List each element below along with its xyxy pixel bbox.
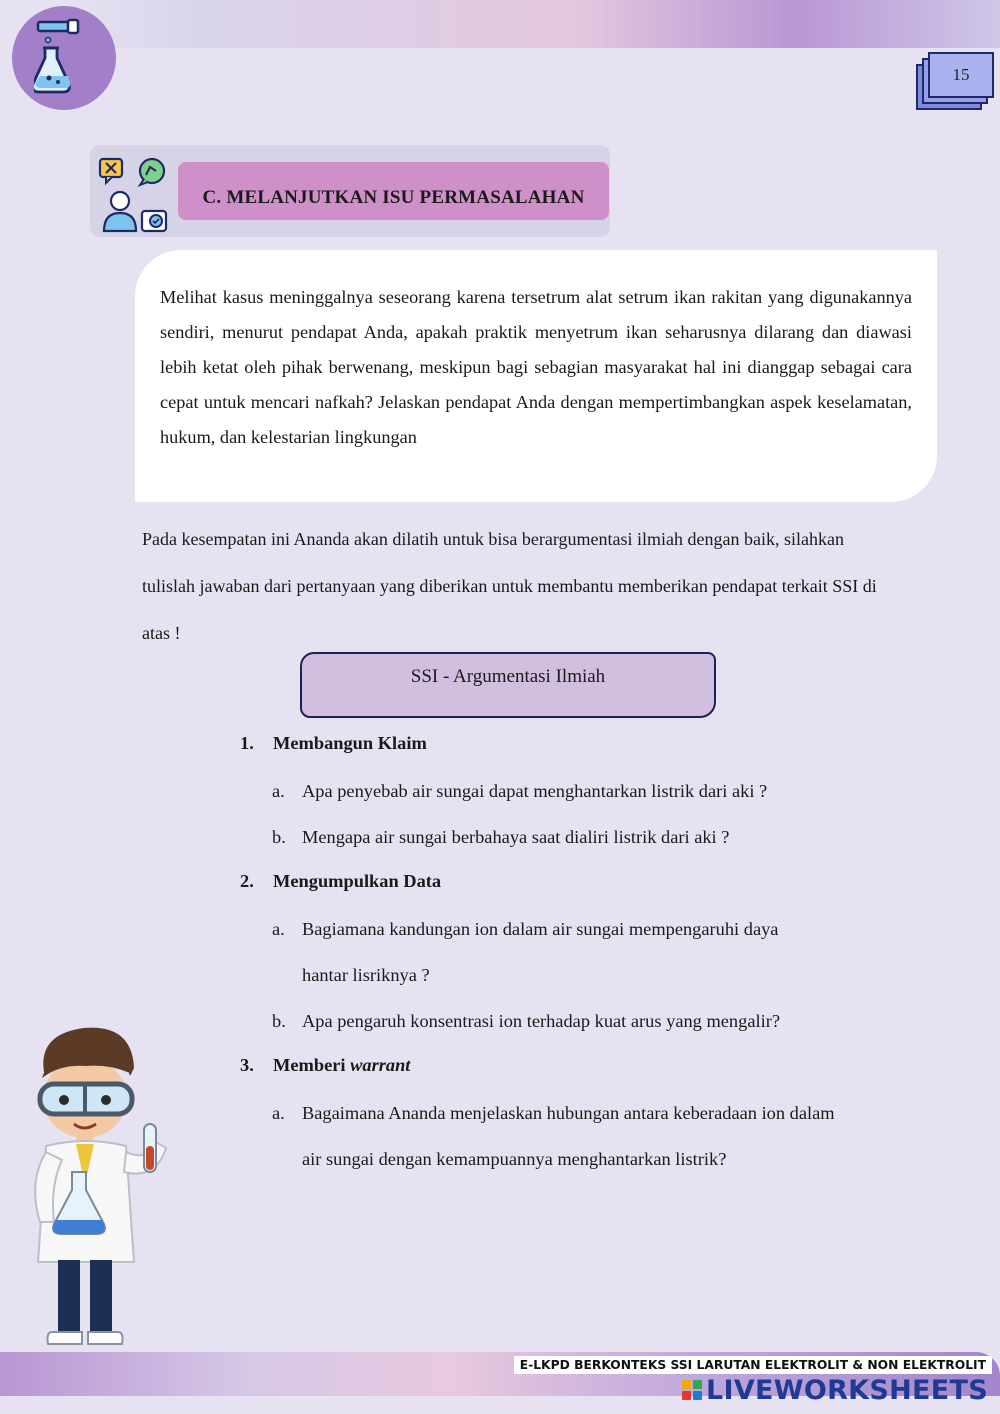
question-item: b. Apa pengaruh konsentrasi ion terhadap kuat arus yang mengalir? <box>272 1011 780 1031</box>
liveworksheets-brand[interactable] <box>682 1372 988 1408</box>
question-title: Mengumpulkan Data <box>273 871 442 891</box>
question-title: Membangun Klaim <box>273 733 427 753</box>
page-number-badge <box>912 52 998 112</box>
question-title: Memberi warrant <box>273 1055 411 1075</box>
question-item: a. Bagaimana Ananda menjelaskan hubungan antara keberadaan ion dalam air sungai dengan kemampuannya menghantarkan listrik? <box>272 1103 835 1169</box>
case-text: Melihat kasus meninggalnya seseorang karena tersetrum alat setrum ikan rakitan yang digunakannya sendiri, menurut pendapat Anda, apakah praktik menyetrum ikan seharusnya dilarang dan diawasi lebih ketat oleh pihak berwenang, meskipun bagi sebagian masyarakat hal ini dianggap sebagai cara cepat untuk mencari nafkah? Jelaskan pendapat Anda dengan mempertimbangkan aspek keselamatan, hukum, dan kelestarian lingkungan <box>160 287 912 447</box>
flask-icon <box>34 18 96 98</box>
discussion-people-icon <box>98 155 170 235</box>
question-heading: 3. Memberi warrant <box>240 1044 880 1090</box>
page-number: 15 <box>928 52 994 98</box>
ssi-label-box <box>300 652 716 718</box>
section-header <box>90 145 610 237</box>
question-heading: 1. Membangun Klaim <box>240 722 880 768</box>
question-list <box>240 722 880 1182</box>
question-item: a. Bagiamana kandungan ion dalam air sungai mempengaruhi daya hantar lisriknya ? <box>272 919 779 985</box>
ssi-label: SSI - Argumentasi Ilmiah <box>410 666 606 687</box>
intro-text: Pada kesempatan ini Ananda akan dilatih untuk bisa berargumentasi ilmiah dengan baik, silahkan tulislah jawaban dari pertanyaan yang diberikan untuk membantu memberikan pendapat terkait SSI di atas ! <box>142 529 877 643</box>
question-item: b. Mengapa air sungai berbahaya saat dialiri listrik dari aki ? <box>272 827 730 847</box>
liveworksheets-logo-icon <box>682 1380 702 1400</box>
header-band <box>60 0 1000 48</box>
footer-label: E-LKPD BERKONTEKS SSI LARUTAN ELEKTROLIT & NON ELEKTROLIT <box>514 1356 992 1374</box>
logo-circle <box>12 6 116 110</box>
question-item: a. Apa penyebab air sungai dapat menghantarkan listrik dari aki ? <box>272 781 768 801</box>
case-card <box>135 250 937 502</box>
question-heading: 2. Mengumpulkan Data <box>240 860 880 906</box>
scientist-illustration <box>22 1022 172 1352</box>
section-title: C. MELANJUTKAN ISU PERMASALAHAN <box>178 162 609 220</box>
brand-text: LIVEWORKSHEETS <box>705 1374 988 1406</box>
